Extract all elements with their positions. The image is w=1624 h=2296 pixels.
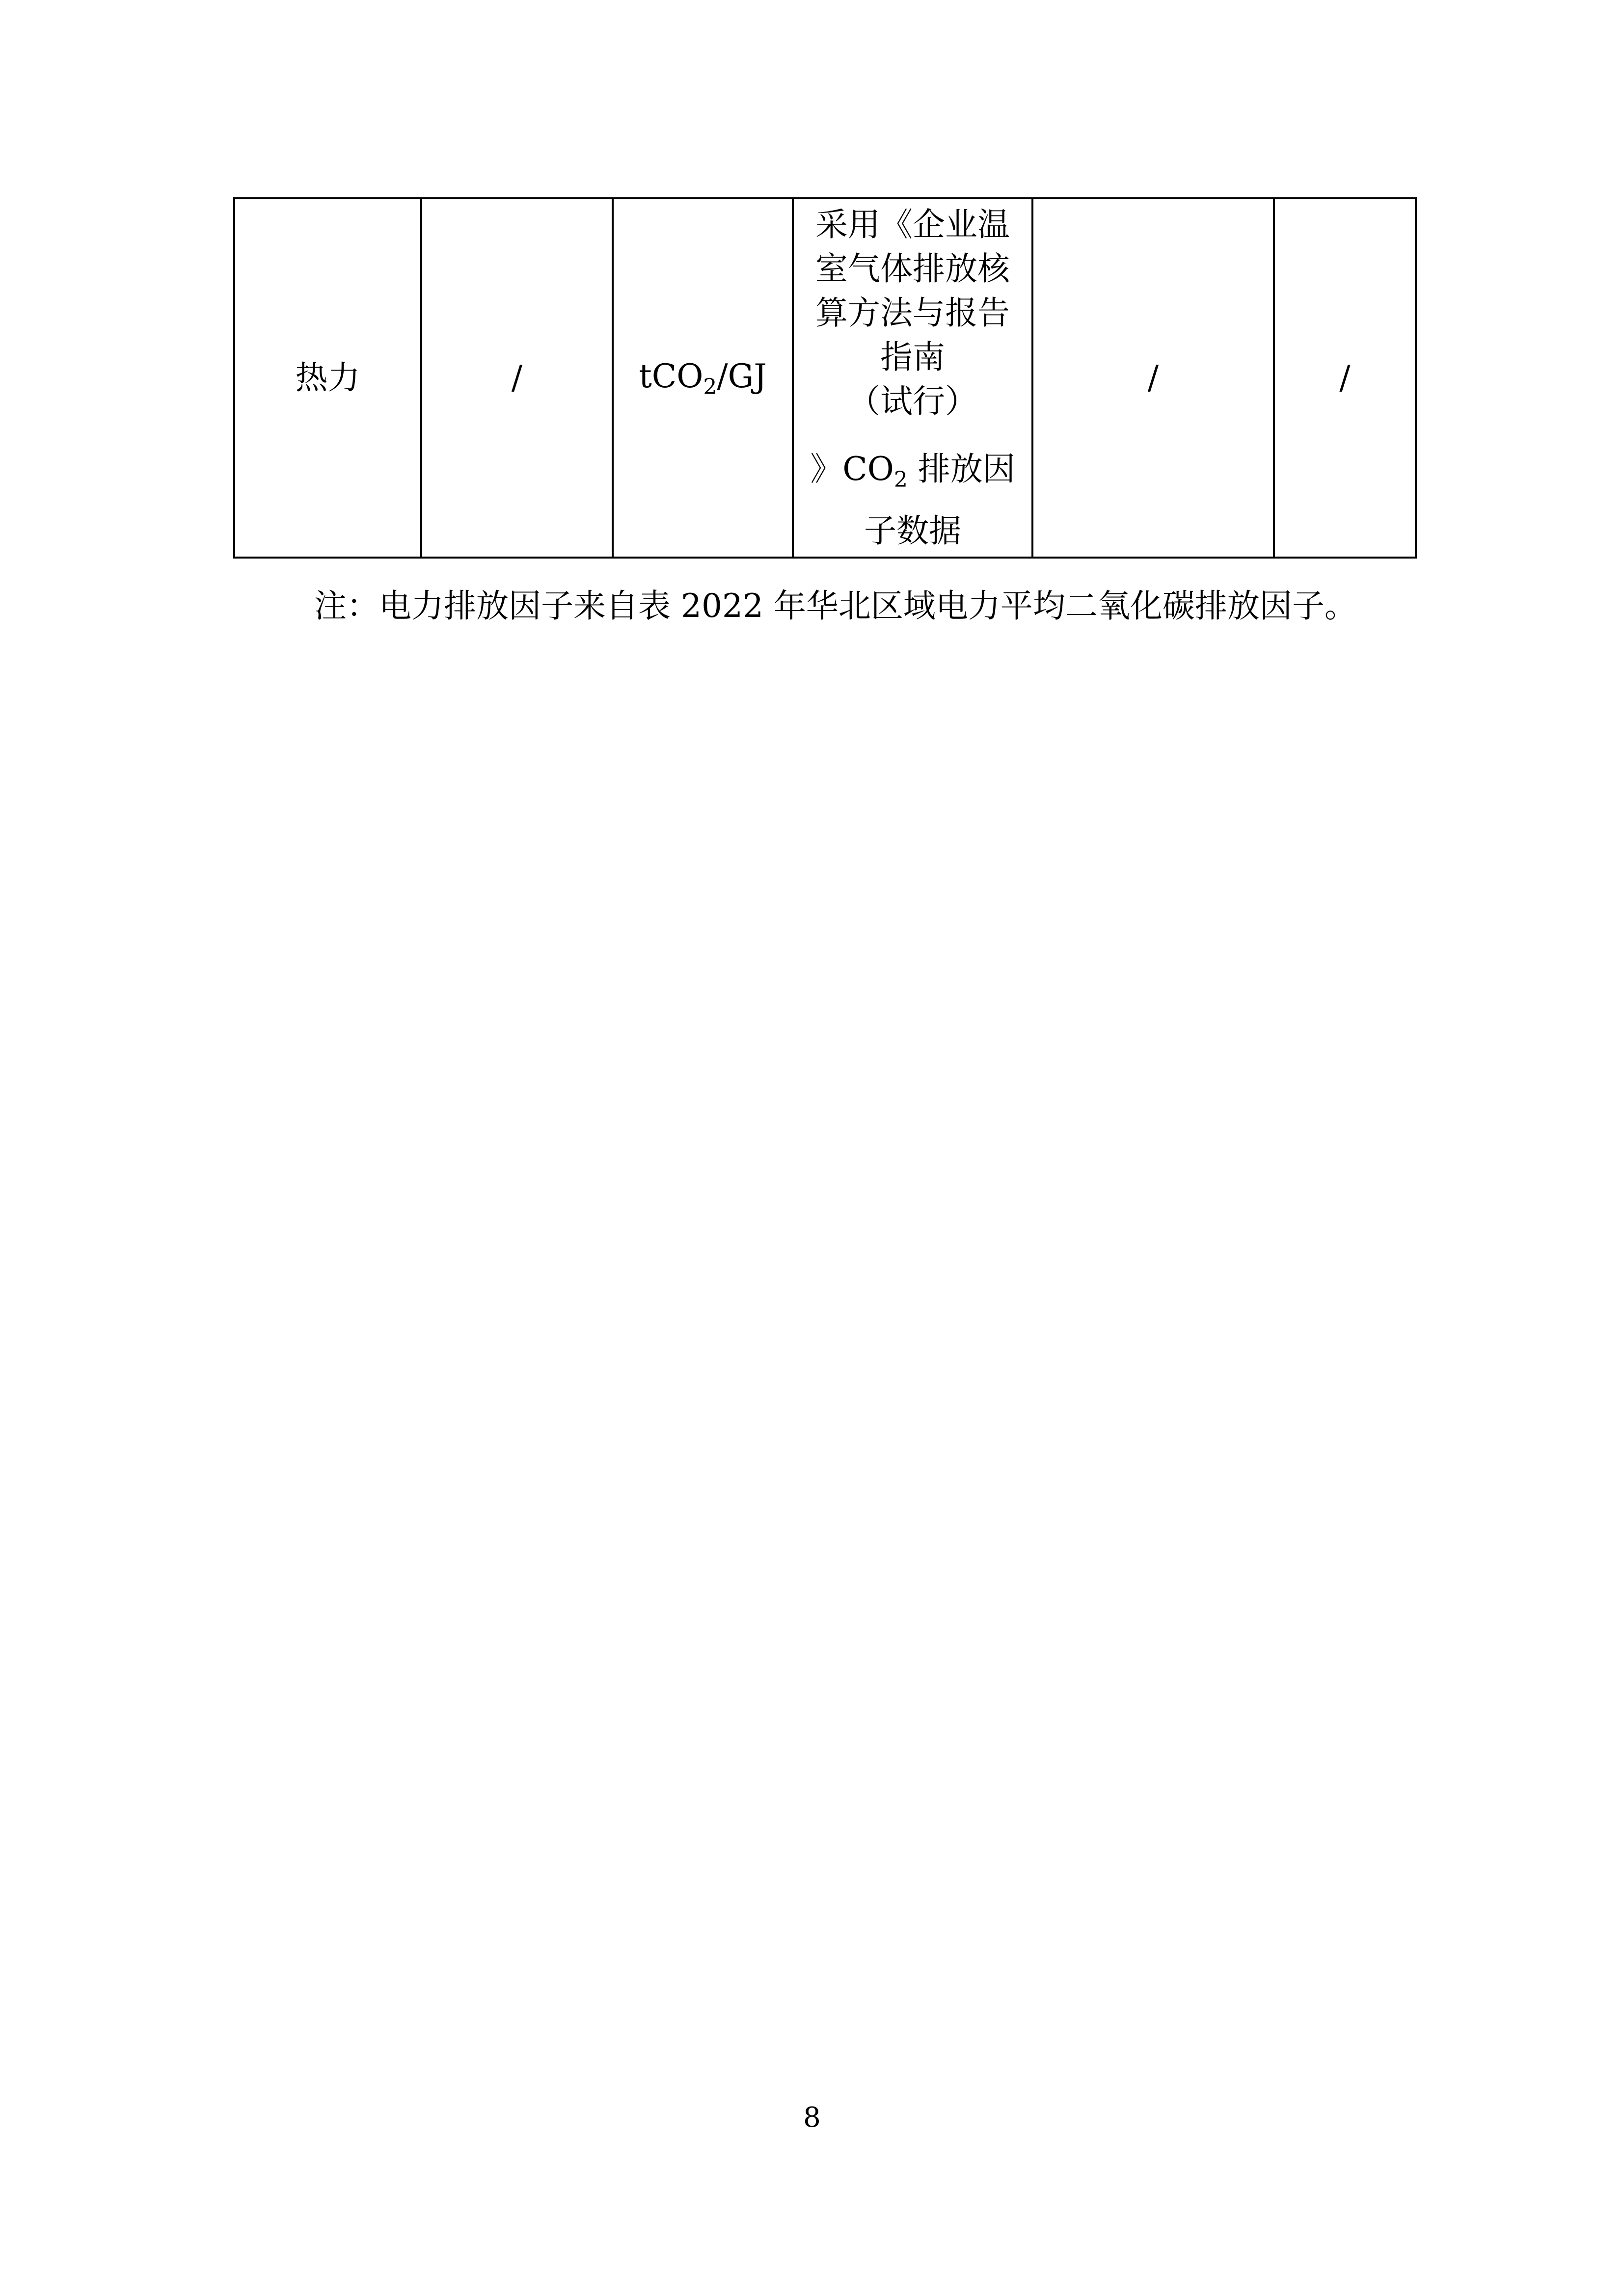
source-line: （试行） (848, 382, 977, 420)
cell-source (793, 198, 1032, 558)
cell-value: / (1274, 198, 1416, 558)
cell-unit (613, 198, 793, 558)
page-number: 8 (803, 2102, 821, 2134)
cell-name: 热力 (234, 198, 421, 558)
unit-suffix: /GJ (717, 357, 767, 395)
cell-value: / (1032, 198, 1274, 558)
source-line: 室气体排放核 (815, 250, 1010, 288)
source-line: 子数据 (864, 512, 961, 550)
source-line-co2 (794, 447, 1031, 502)
unit-prefix: tCO (639, 357, 704, 395)
source-line: 算方法与报告 (815, 294, 1010, 332)
source-tail-subscript: 2 (893, 467, 908, 492)
table-note: 注：电力排放因子来自表 2022 年华北区域电力平均二氧化碳排放因子。 (314, 587, 1357, 625)
source-line: 采用《企业温 (815, 206, 1010, 243)
source-tail-prefix: 》CO (810, 450, 894, 488)
source-line: 指南 (880, 338, 945, 376)
unit-subscript: 2 (703, 374, 717, 400)
emission-factor-table (233, 197, 1417, 559)
source-tail-suffix: 排放因 (907, 450, 1015, 488)
cell-value: / (421, 198, 613, 558)
table-row-heat (234, 198, 1416, 558)
